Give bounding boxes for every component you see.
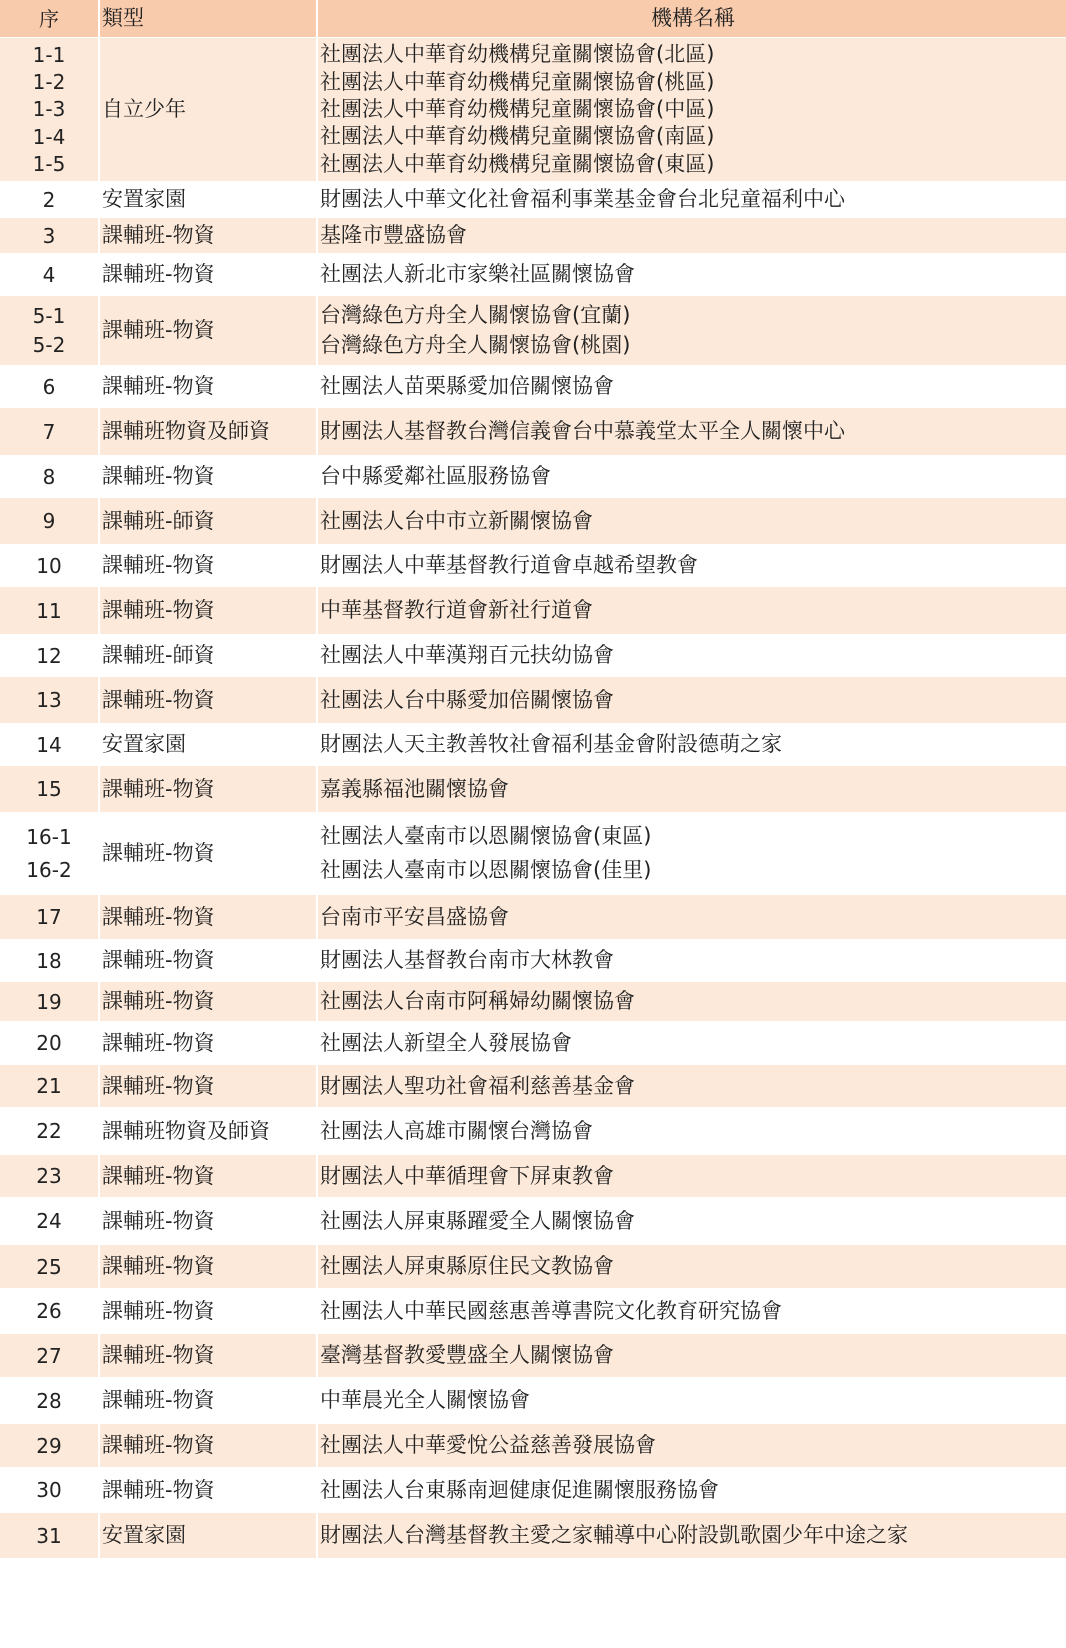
seq-cell	[0, 1424, 100, 1468]
table-row	[0, 545, 1066, 587]
org-name: 財團法人中華循理會下屏東教會	[320, 1163, 614, 1188]
org-name: 嘉義縣福池關懷協會	[320, 776, 509, 801]
org-cell	[318, 456, 1066, 498]
seq-cell	[0, 456, 100, 498]
seq-number: 22	[36, 1119, 62, 1143]
type-cell: 安置家園	[100, 182, 318, 218]
seq-cell	[0, 895, 100, 940]
seq-number: 12	[36, 643, 62, 668]
table-row	[0, 1198, 1066, 1245]
seq-number: 17	[36, 905, 62, 929]
org-cell	[318, 182, 1066, 218]
table-row	[0, 218, 1066, 254]
seq-number: 11	[36, 598, 62, 623]
seq-number: 15	[36, 777, 62, 801]
seq-cell	[0, 635, 100, 677]
org-cell	[318, 38, 1066, 182]
org-cell	[318, 1065, 1066, 1108]
seq-number: 1-3	[32, 97, 66, 122]
table-row	[0, 1289, 1066, 1334]
seq-cell	[0, 1468, 100, 1513]
org-name: 社團法人中華育幼機構兒童關懷協會(中區)	[320, 96, 715, 121]
seq-number: 16-1	[26, 824, 72, 849]
table-row	[0, 1378, 1066, 1424]
table-row	[0, 587, 1066, 635]
org-cell	[318, 587, 1066, 635]
org-cell	[318, 1378, 1066, 1424]
org-name: 社團法人台南市阿稱婦幼關懷協會	[320, 989, 635, 1013]
type-cell: 課輔班-物資	[100, 813, 318, 895]
table-body	[0, 38, 1066, 1559]
table-row	[0, 366, 1066, 408]
table-row	[0, 635, 1066, 677]
seq-cell	[0, 724, 100, 766]
type-cell: 課輔班-物資	[100, 1378, 318, 1424]
seq-number: 27	[36, 1343, 62, 1368]
org-cell	[318, 366, 1066, 408]
org-cell	[318, 296, 1066, 366]
seq-cell	[0, 1022, 100, 1065]
type-cell: 課輔班物資及師資	[100, 408, 318, 456]
seq-cell	[0, 813, 100, 895]
seq-cell	[0, 408, 100, 456]
seq-cell	[0, 366, 100, 408]
org-cell	[318, 1108, 1066, 1155]
table-row	[0, 296, 1066, 366]
type-cell: 課輔班-物資	[100, 587, 318, 635]
table-row	[0, 408, 1066, 456]
seq-number: 10	[36, 553, 62, 578]
seq-number: 16-2	[26, 858, 72, 883]
table-row	[0, 895, 1066, 940]
org-name: 中華基督教行道會新社行道會	[320, 598, 593, 622]
org-name: 社團法人中華漢翔百元扶幼協會	[320, 643, 614, 667]
type-cell: 安置家園	[100, 1513, 318, 1559]
org-name: 社團法人新望全人發展協會	[320, 1030, 572, 1055]
org-name: 社團法人臺南市以恩關懷協會(佳里)	[320, 858, 652, 882]
seq-number: 28	[36, 1388, 62, 1413]
seq-cell	[0, 1289, 100, 1334]
seq-cell	[0, 182, 100, 218]
type-cell: 自立少年	[100, 38, 318, 182]
table-row	[0, 724, 1066, 766]
org-cell	[318, 1334, 1066, 1378]
seq-number: 1-4	[32, 124, 66, 149]
seq-number: 4	[42, 262, 56, 287]
table-row	[0, 982, 1066, 1022]
type-cell: 課輔班物資及師資	[100, 1108, 318, 1155]
org-name: 社團法人中華育幼機構兒童關懷協會(東區)	[320, 151, 715, 176]
org-cell	[318, 940, 1066, 982]
org-name: 臺灣基督教愛豐盛全人關懷協會	[320, 1343, 614, 1367]
seq-number: 2	[42, 187, 56, 212]
table-row	[0, 456, 1066, 498]
seq-number: 19	[36, 989, 62, 1014]
org-name: 中華晨光全人關懷協會	[320, 1388, 530, 1412]
table-row	[0, 1334, 1066, 1378]
org-name: 社團法人台東縣南迴健康促進關懷服務協會	[320, 1477, 719, 1502]
org-name: 社團法人中華育幼機構兒童關懷協會(南區)	[320, 124, 715, 149]
table-row	[0, 1424, 1066, 1468]
seq-number: 18	[36, 948, 62, 973]
seq-cell	[0, 1513, 100, 1559]
seq-cell	[0, 296, 100, 366]
type-cell: 課輔班-物資	[100, 366, 318, 408]
org-cell	[318, 1424, 1066, 1468]
seq-cell	[0, 766, 100, 813]
type-cell: 課輔班-師資	[100, 635, 318, 677]
type-cell: 課輔班-物資	[100, 677, 318, 724]
table-row	[0, 1468, 1066, 1513]
org-name: 社團法人中華育幼機構兒童關懷協會(桃區)	[320, 69, 715, 94]
seq-cell	[0, 1065, 100, 1108]
seq-cell	[0, 1334, 100, 1378]
org-name: 社團法人中華民國慈惠善導書院文化教育研究協會	[320, 1298, 782, 1323]
org-cell	[318, 1155, 1066, 1198]
org-name: 社團法人中華育幼機構兒童關懷協會(北區)	[320, 42, 715, 67]
seq-number: 7	[42, 419, 56, 444]
org-cell	[318, 982, 1066, 1022]
org-cell	[318, 1198, 1066, 1245]
seq-number: 21	[36, 1074, 62, 1098]
type-cell: 課輔班-物資	[100, 1334, 318, 1378]
org-cell	[318, 635, 1066, 677]
type-cell: 課輔班-物資	[100, 1198, 318, 1245]
seq-cell	[0, 498, 100, 545]
seq-number: 20	[36, 1031, 62, 1055]
type-cell: 課輔班-物資	[100, 218, 318, 254]
org-name: 台灣綠色方舟全人關懷協會(宜蘭)	[320, 303, 631, 327]
org-cell	[318, 1245, 1066, 1289]
org-name: 財團法人台灣基督教主愛之家輔導中心附設凱歌園少年中途之家	[320, 1523, 908, 1547]
org-cell	[318, 408, 1066, 456]
org-cell	[318, 724, 1066, 766]
type-cell: 課輔班-物資	[100, 982, 318, 1022]
org-cell	[318, 1468, 1066, 1513]
seq-number: 13	[36, 688, 62, 712]
table-row	[0, 940, 1066, 982]
org-cell	[318, 498, 1066, 545]
seq-cell	[0, 587, 100, 635]
org-name: 財團法人聖功社會福利慈善基金會	[320, 1073, 635, 1098]
seq-number: 3	[42, 223, 56, 248]
seq-cell	[0, 1108, 100, 1155]
org-cell	[318, 545, 1066, 587]
table-row	[0, 1065, 1066, 1108]
seq-number: 8	[42, 464, 56, 489]
org-name: 社團法人高雄市關懷台灣協會	[320, 1118, 593, 1143]
org-cell	[318, 1289, 1066, 1334]
header-org: 機構名稱	[318, 0, 1066, 38]
org-name: 社團法人新北市家樂社區關懷協會	[320, 262, 635, 286]
org-cell	[318, 677, 1066, 724]
org-cell	[318, 813, 1066, 895]
header-seq: 序	[0, 0, 100, 38]
table-row	[0, 1155, 1066, 1198]
table-row	[0, 254, 1066, 296]
org-name: 社團法人台中縣愛加倍關懷協會	[320, 687, 614, 712]
seq-cell	[0, 218, 100, 254]
type-cell: 課輔班-物資	[100, 895, 318, 940]
seq-cell	[0, 1198, 100, 1245]
seq-cell	[0, 38, 100, 182]
org-name: 財團法人中華基督教行道會卓越希望教會	[320, 553, 698, 577]
org-name: 社團法人屏東縣原住民文教協會	[320, 1254, 614, 1278]
type-cell: 課輔班-物資	[100, 1424, 318, 1468]
type-cell: 課輔班-物資	[100, 1065, 318, 1108]
table-row	[0, 1245, 1066, 1289]
type-cell: 安置家園	[100, 724, 318, 766]
seq-cell	[0, 1245, 100, 1289]
org-name: 財團法人天主教善牧社會福利基金會附設德萌之家	[320, 732, 782, 756]
type-cell: 課輔班-物資	[100, 940, 318, 982]
org-name: 財團法人基督教台南市大林教會	[320, 948, 614, 972]
type-cell: 課輔班-物資	[100, 1245, 318, 1289]
seq-number: 1-5	[32, 151, 66, 176]
seq-number: 1-1	[32, 43, 66, 68]
org-name: 台南市平安昌盛協會	[320, 904, 509, 929]
org-name: 基隆市豐盛協會	[320, 223, 467, 247]
table-row	[0, 38, 1066, 182]
table-header-row	[0, 0, 1066, 38]
seq-cell	[0, 545, 100, 587]
seq-number: 9	[42, 509, 56, 533]
org-name: 台中縣愛鄰社區服務協會	[320, 464, 551, 488]
type-cell: 課輔班-物資	[100, 296, 318, 366]
org-name: 社團法人中華愛悅公益慈善發展協會	[320, 1433, 656, 1457]
seq-number: 5-2	[32, 333, 66, 358]
type-cell: 課輔班-物資	[100, 456, 318, 498]
org-cell	[318, 254, 1066, 296]
seq-number: 1-2	[32, 70, 66, 95]
seq-cell	[0, 940, 100, 982]
seq-number: 25	[36, 1254, 62, 1279]
type-cell: 課輔班-物資	[100, 1155, 318, 1198]
table-row	[0, 1022, 1066, 1065]
seq-number: 23	[36, 1164, 62, 1188]
seq-number: 31	[36, 1523, 62, 1548]
table-row	[0, 182, 1066, 218]
seq-number: 30	[36, 1478, 62, 1502]
org-cell	[318, 895, 1066, 940]
seq-cell	[0, 677, 100, 724]
seq-cell	[0, 1155, 100, 1198]
org-cell	[318, 1513, 1066, 1559]
seq-cell	[0, 1378, 100, 1424]
seq-cell	[0, 254, 100, 296]
type-cell: 課輔班-物資	[100, 1289, 318, 1334]
org-name: 台灣綠色方舟全人關懷協會(桃園)	[320, 333, 631, 357]
table-row	[0, 677, 1066, 724]
org-name: 社團法人臺南市以恩關懷協會(東區)	[320, 824, 652, 848]
org-cell	[318, 766, 1066, 813]
org-name: 社團法人台中市立新關懷協會	[320, 508, 593, 533]
seq-number: 24	[36, 1209, 62, 1233]
org-name: 財團法人中華文化社會福利事業基金會台北兒童福利中心	[320, 187, 845, 211]
table-row	[0, 766, 1066, 813]
org-name: 財團法人基督教台灣信義會台中慕義堂太平全人關懷中心	[320, 419, 845, 443]
org-cell	[318, 1022, 1066, 1065]
header-type: 類型	[100, 0, 318, 38]
type-cell: 課輔班-師資	[100, 498, 318, 545]
seq-number: 29	[36, 1433, 62, 1458]
seq-number: 26	[36, 1299, 62, 1323]
table-row	[0, 1513, 1066, 1559]
table-row	[0, 498, 1066, 545]
seq-number: 6	[42, 374, 56, 399]
type-cell: 課輔班-物資	[100, 545, 318, 587]
type-cell: 課輔班-物資	[100, 766, 318, 813]
seq-number: 14	[36, 732, 62, 757]
seq-cell	[0, 982, 100, 1022]
org-name: 社團法人屏東縣躍愛全人關懷協會	[320, 1208, 635, 1233]
seq-number: 5-1	[32, 303, 66, 328]
table-row	[0, 1108, 1066, 1155]
org-name: 社團法人苗栗縣愛加倍關懷協會	[320, 374, 614, 398]
type-cell: 課輔班-物資	[100, 1022, 318, 1065]
type-cell: 課輔班-物資	[100, 1468, 318, 1513]
org-cell	[318, 218, 1066, 254]
type-cell: 課輔班-物資	[100, 254, 318, 296]
table-row	[0, 813, 1066, 895]
